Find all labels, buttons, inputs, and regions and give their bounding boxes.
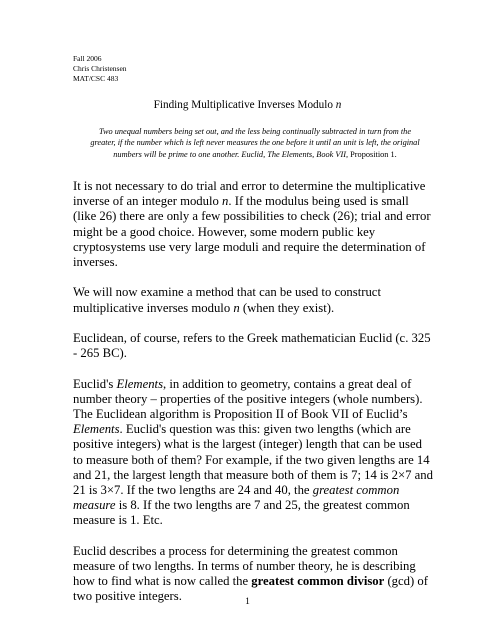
p5-greatest-common-divisor: greatest common divisor bbox=[251, 574, 385, 589]
p4-text-d: is 8. If the two lengths are 7 and 25, the greatest common measure is 1. Etc. bbox=[73, 498, 410, 528]
p4-elements: Elements bbox=[116, 376, 164, 391]
p1-var-n: n bbox=[222, 194, 229, 209]
p2-text-a: We will now examine a method that can be used to construct multiplicative inverses modulo bbox=[73, 285, 381, 315]
p5-text-b: (gcd) of two positive integers. bbox=[73, 574, 428, 604]
paragraph-1 bbox=[73, 179, 433, 270]
page-title bbox=[0, 99, 495, 111]
title-variable: n bbox=[335, 99, 342, 111]
page-number: 1 bbox=[245, 597, 250, 607]
paragraph-4 bbox=[73, 377, 433, 529]
p1-text-b: . If the modulus being used is small (like 26) there are only a few possibilities to check (26); trial and error might be a good choice. However, some modern public key cryptosystems use very large moduli and require the determination of inverses. bbox=[73, 194, 431, 270]
p5-text-a: Euclid describes a process for determining the greatest common measure of two lengths. In terms of number theory, he is describing how to find what is now called the bbox=[73, 543, 416, 589]
header-author: Chris Christensen bbox=[73, 64, 127, 73]
p4-text-a: Euclid's bbox=[73, 376, 117, 391]
epigraph-proposition: Proposition 1. bbox=[350, 149, 397, 159]
p2-text-b: (when they exist). bbox=[239, 300, 335, 315]
p4-text-b: , in addition to geometry, contains a great deal of number theory – properties of the positive integers (whole numbers). The Euclidean algorithm is Proposition II of Book VII of Euclid’s bbox=[73, 376, 423, 421]
p4-text-c: . Euclid's question was this: given two lengths (which are positive integers) what is the largest (integer) length that can be used to measure both of them? For example, if the two given lengths are 14 and 21, the largest length that measure both of them is 7; 14 is 2×7 and 21 is 3×7. If the two lengths are 24 and 40, the bbox=[73, 422, 433, 498]
epigraph-quote: Two unequal numbers being set out, and the less being continually subtracted in turn from the greater, if the number which is left never measures the one before it until an unit is left, the original numbers will be prime to one another. bbox=[90, 127, 420, 159]
p2-var-n: n bbox=[233, 300, 240, 315]
paragraph-5 bbox=[73, 544, 433, 605]
epigraph bbox=[88, 126, 422, 160]
paragraph-2 bbox=[73, 285, 433, 315]
p4-elements-2: Elements bbox=[73, 422, 120, 437]
paragraph-3: Euclidean, of course, refers to the Greek mathematician Euclid (c. 325 - 265 BC). bbox=[73, 331, 431, 361]
body-text bbox=[73, 179, 433, 620]
header-term: Fall 2006 bbox=[73, 54, 102, 63]
p4-greatest-common-measure: greatest common measure bbox=[73, 483, 400, 513]
title-prefix: Finding Multiplicative Inverses Modulo bbox=[153, 99, 336, 111]
p1-text-a: It is not necessary to do trial and error to determine the multiplicative inverse of an integer modulo bbox=[73, 179, 426, 209]
header-block bbox=[73, 54, 127, 84]
header-course: MAT/CSC 483 bbox=[73, 74, 119, 83]
epigraph-attribution: Euclid, The Elements, Book VII, bbox=[241, 149, 349, 159]
